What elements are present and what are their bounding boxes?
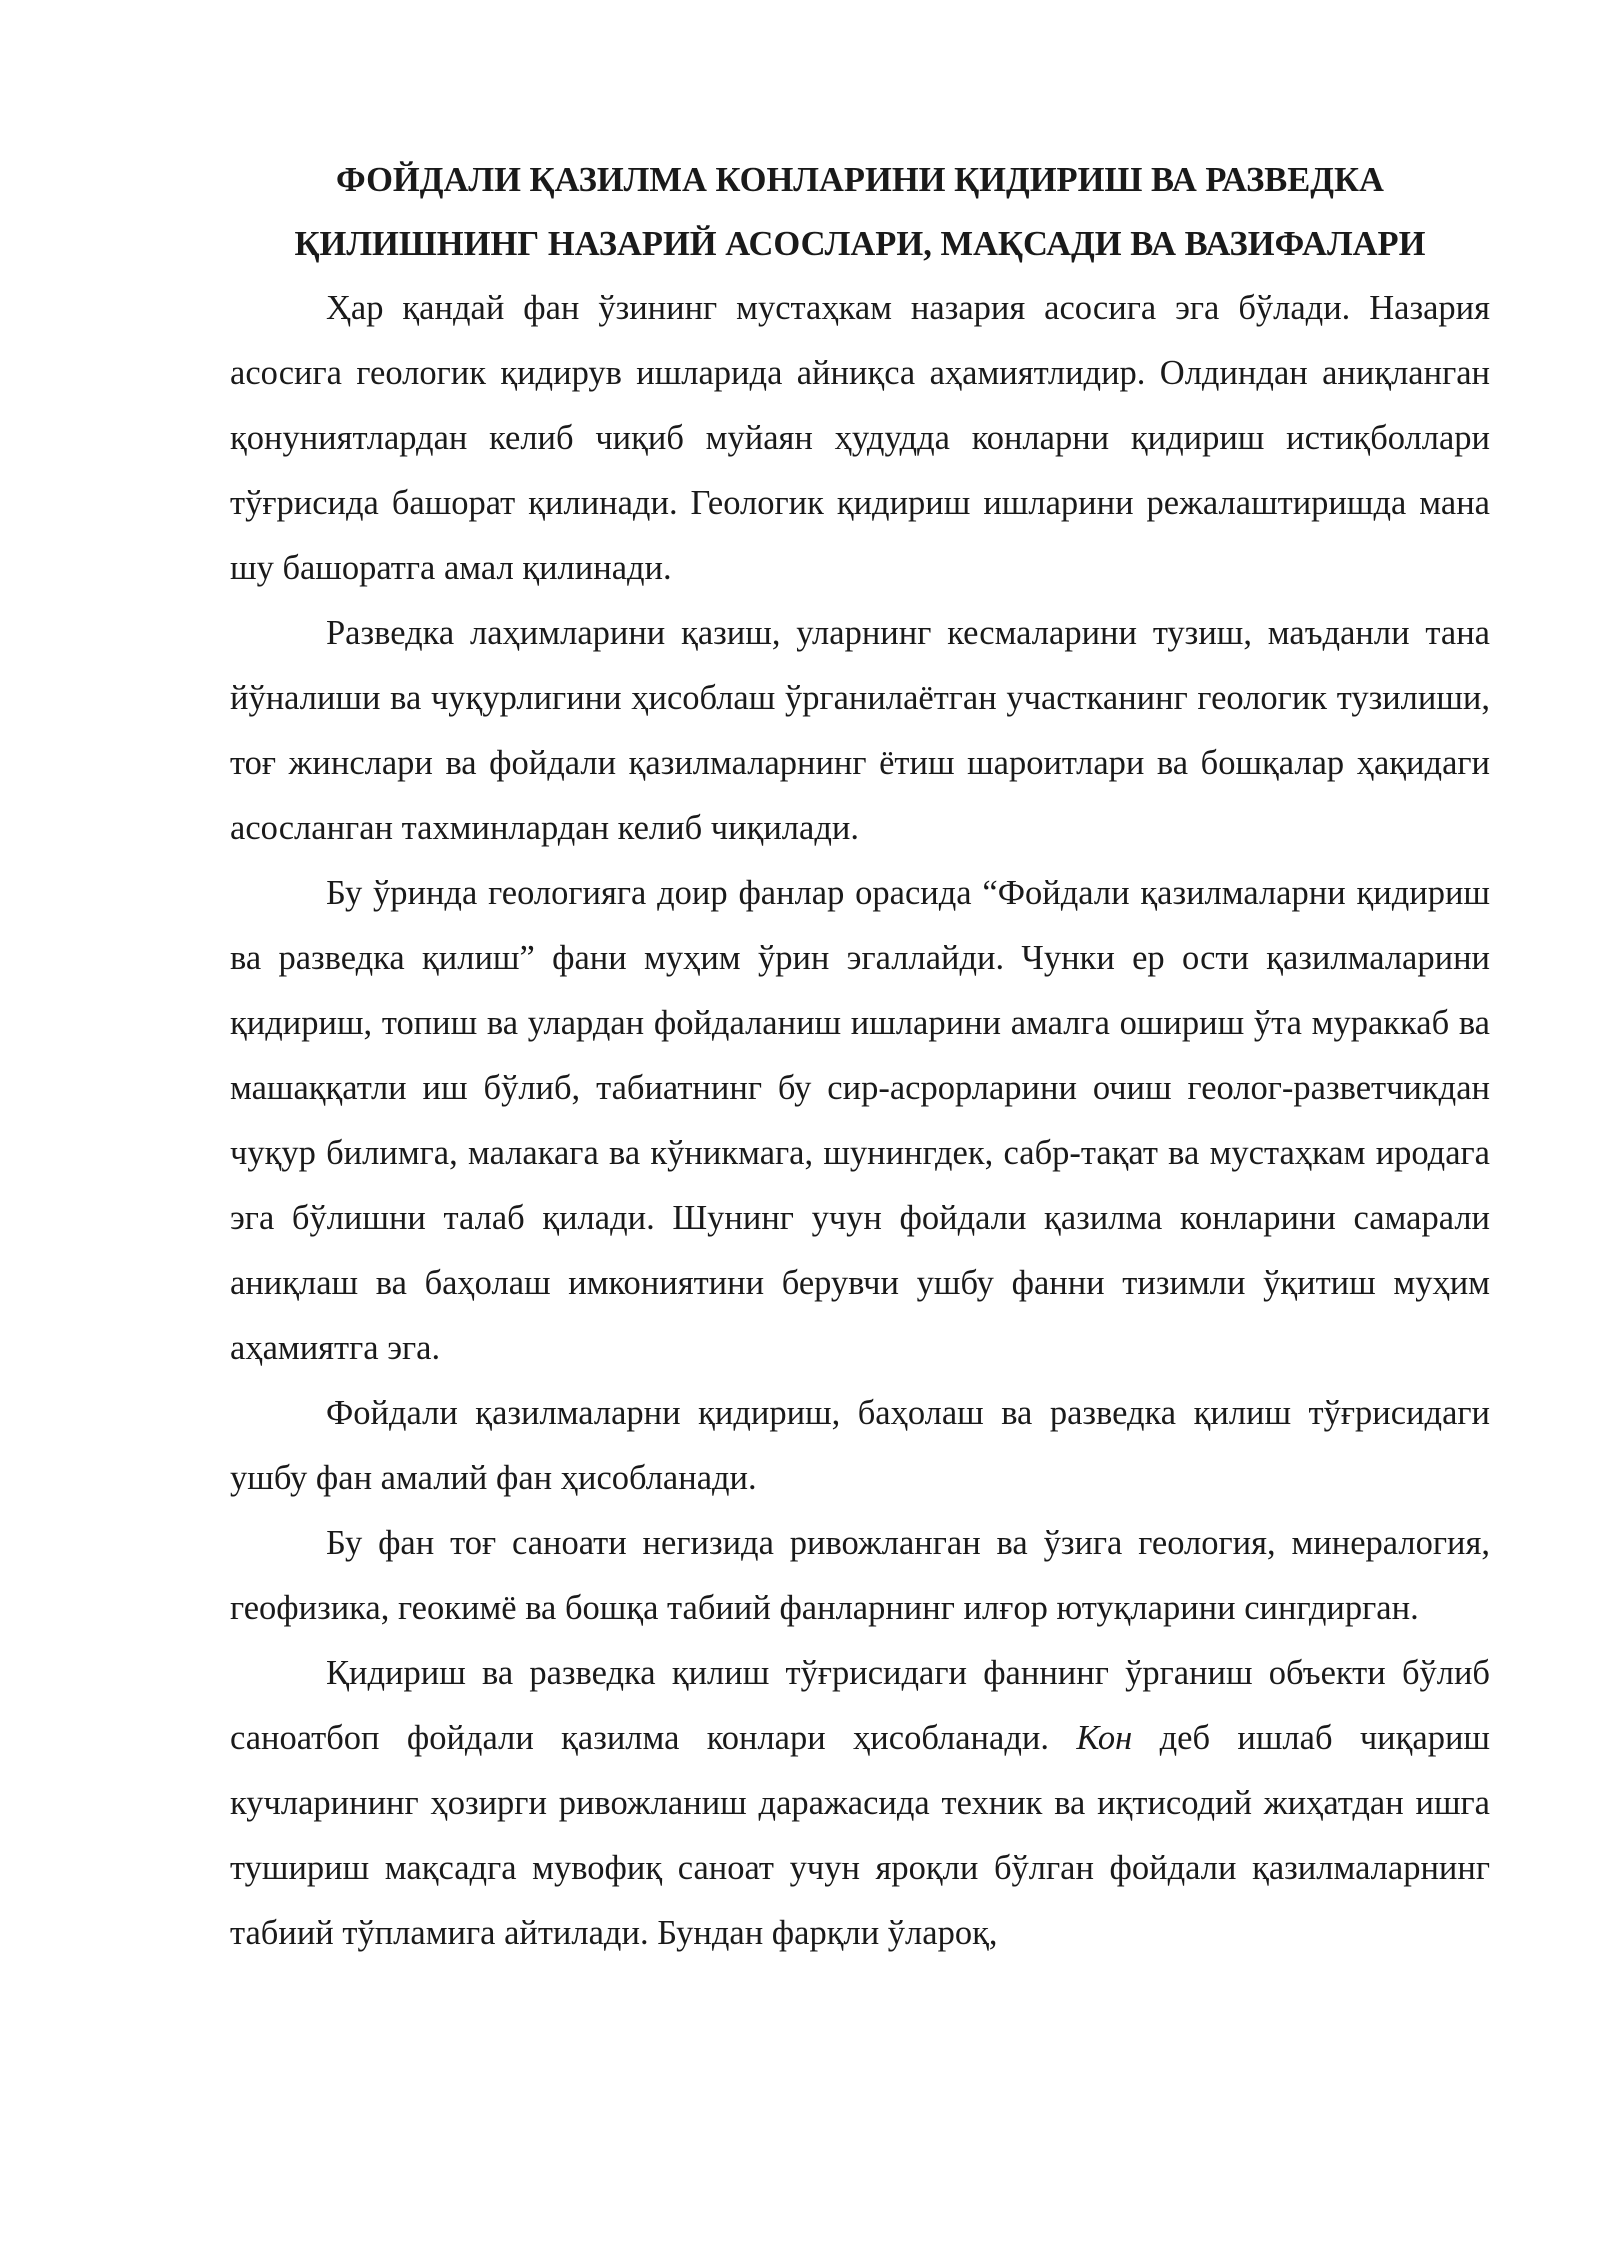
term-kon: Кон: [1076, 1719, 1133, 1757]
document-page: [230, 148, 1490, 1966]
paragraph-2: Разведка лаҳимларини қазиш, уларнинг кесмаларини тузиш, маъданли тана йўналиши ва чуқурлигини ҳисоблаш ўрганилаётган участканинг геологик тузилиши, тоғ жинслари ва фойдали қазилмаларнинг ётиш шароитлари ва бошқалар ҳақидаги асосланган тахминлардан келиб чиқилади.: [230, 614, 1490, 847]
title-line-1: ФОЙДАЛИ ҚАЗИЛМА КОНЛАРИНИ ҚИДИРИШ ВА РАЗВЕДКА: [336, 161, 1384, 199]
paragraph-4: Фойдали қазилмаларни қидириш, баҳолаш ва разведка қилиш тўғрисидаги ушбу фан амалий фан ҳисобланади.: [230, 1394, 1490, 1497]
paragraph-6-rest: деб ишлаб чиқариш кучларининг ҳозирги ривожланиш даражасида техник ва иқтисодий жиҳатдан ишга тушириш мақсадга мувофиқ саноат учун яроқли бўлган фойдали қазилмаларнинг табиий тўпламига айтилади. Бундан фарқли ўлароқ,: [230, 1719, 1490, 1952]
paragraph-1: Ҳар қандай фан ўзининг мустаҳкам назария асосига эга бўлади. Назария асосига геологик қидирув ишларида айниқса аҳамиятлидир. Олдиндан аниқланган қонуниятлардан келиб чиқиб муйаян ҳудудда конларни қидириш истиқболлари тўғрисида башорат қилинади. Геологик қидириш ишларини режалаштиришда мана шу башоратга амал қилинади.: [230, 289, 1490, 587]
paragraph-6: [230, 1641, 1490, 1966]
paragraph-3: Бу ўринда геологияга доир фанлар орасида “Фойдали қазилмаларни қидириш ва разведка қилиш” фани муҳим ўрин эгаллайди. Чунки ер ости қазилмаларини қидириш, топиш ва улардан фойдаланиш ишларини амалга ошириш ўта мураккаб ва машаққатли иш бўлиб, табиатнинг бу сир-асрорларини очиш геолог-разветчикдан чуқур билимга, малакага ва кўникмага, шунингдек, сабр-тақат ва мустаҳкам иродага эга бўлишни талаб қилади. Шунинг учун фойдали қазилма конларини самарали аниқлаш ва баҳолаш имкониятини берувчи ушбу фанни тизимли ўқитиш муҳим аҳамиятга эга.: [230, 874, 1490, 1367]
title-line-2: ҚИЛИШНИНГ НАЗАРИЙ АСОСЛАРИ, МАҚСАДИ ВА ВАЗИФАЛАРИ: [294, 225, 1426, 263]
paragraph-6-start: Қидириш ва разведка қилиш тўғрисидаги фаннинг ўрганиш объекти бўлиб саноатбоп фойдали қазилма конлари ҳисобланади.: [230, 1654, 1490, 1757]
paragraph-5: Бу фан тоғ саноати негизида ривожланган ва ўзига геология, минералогия, геофизика, геокимё ва бошқа табиий фанларнинг илғор ютуқларини сингдирган.: [230, 1524, 1490, 1627]
document-title: [230, 148, 1490, 276]
